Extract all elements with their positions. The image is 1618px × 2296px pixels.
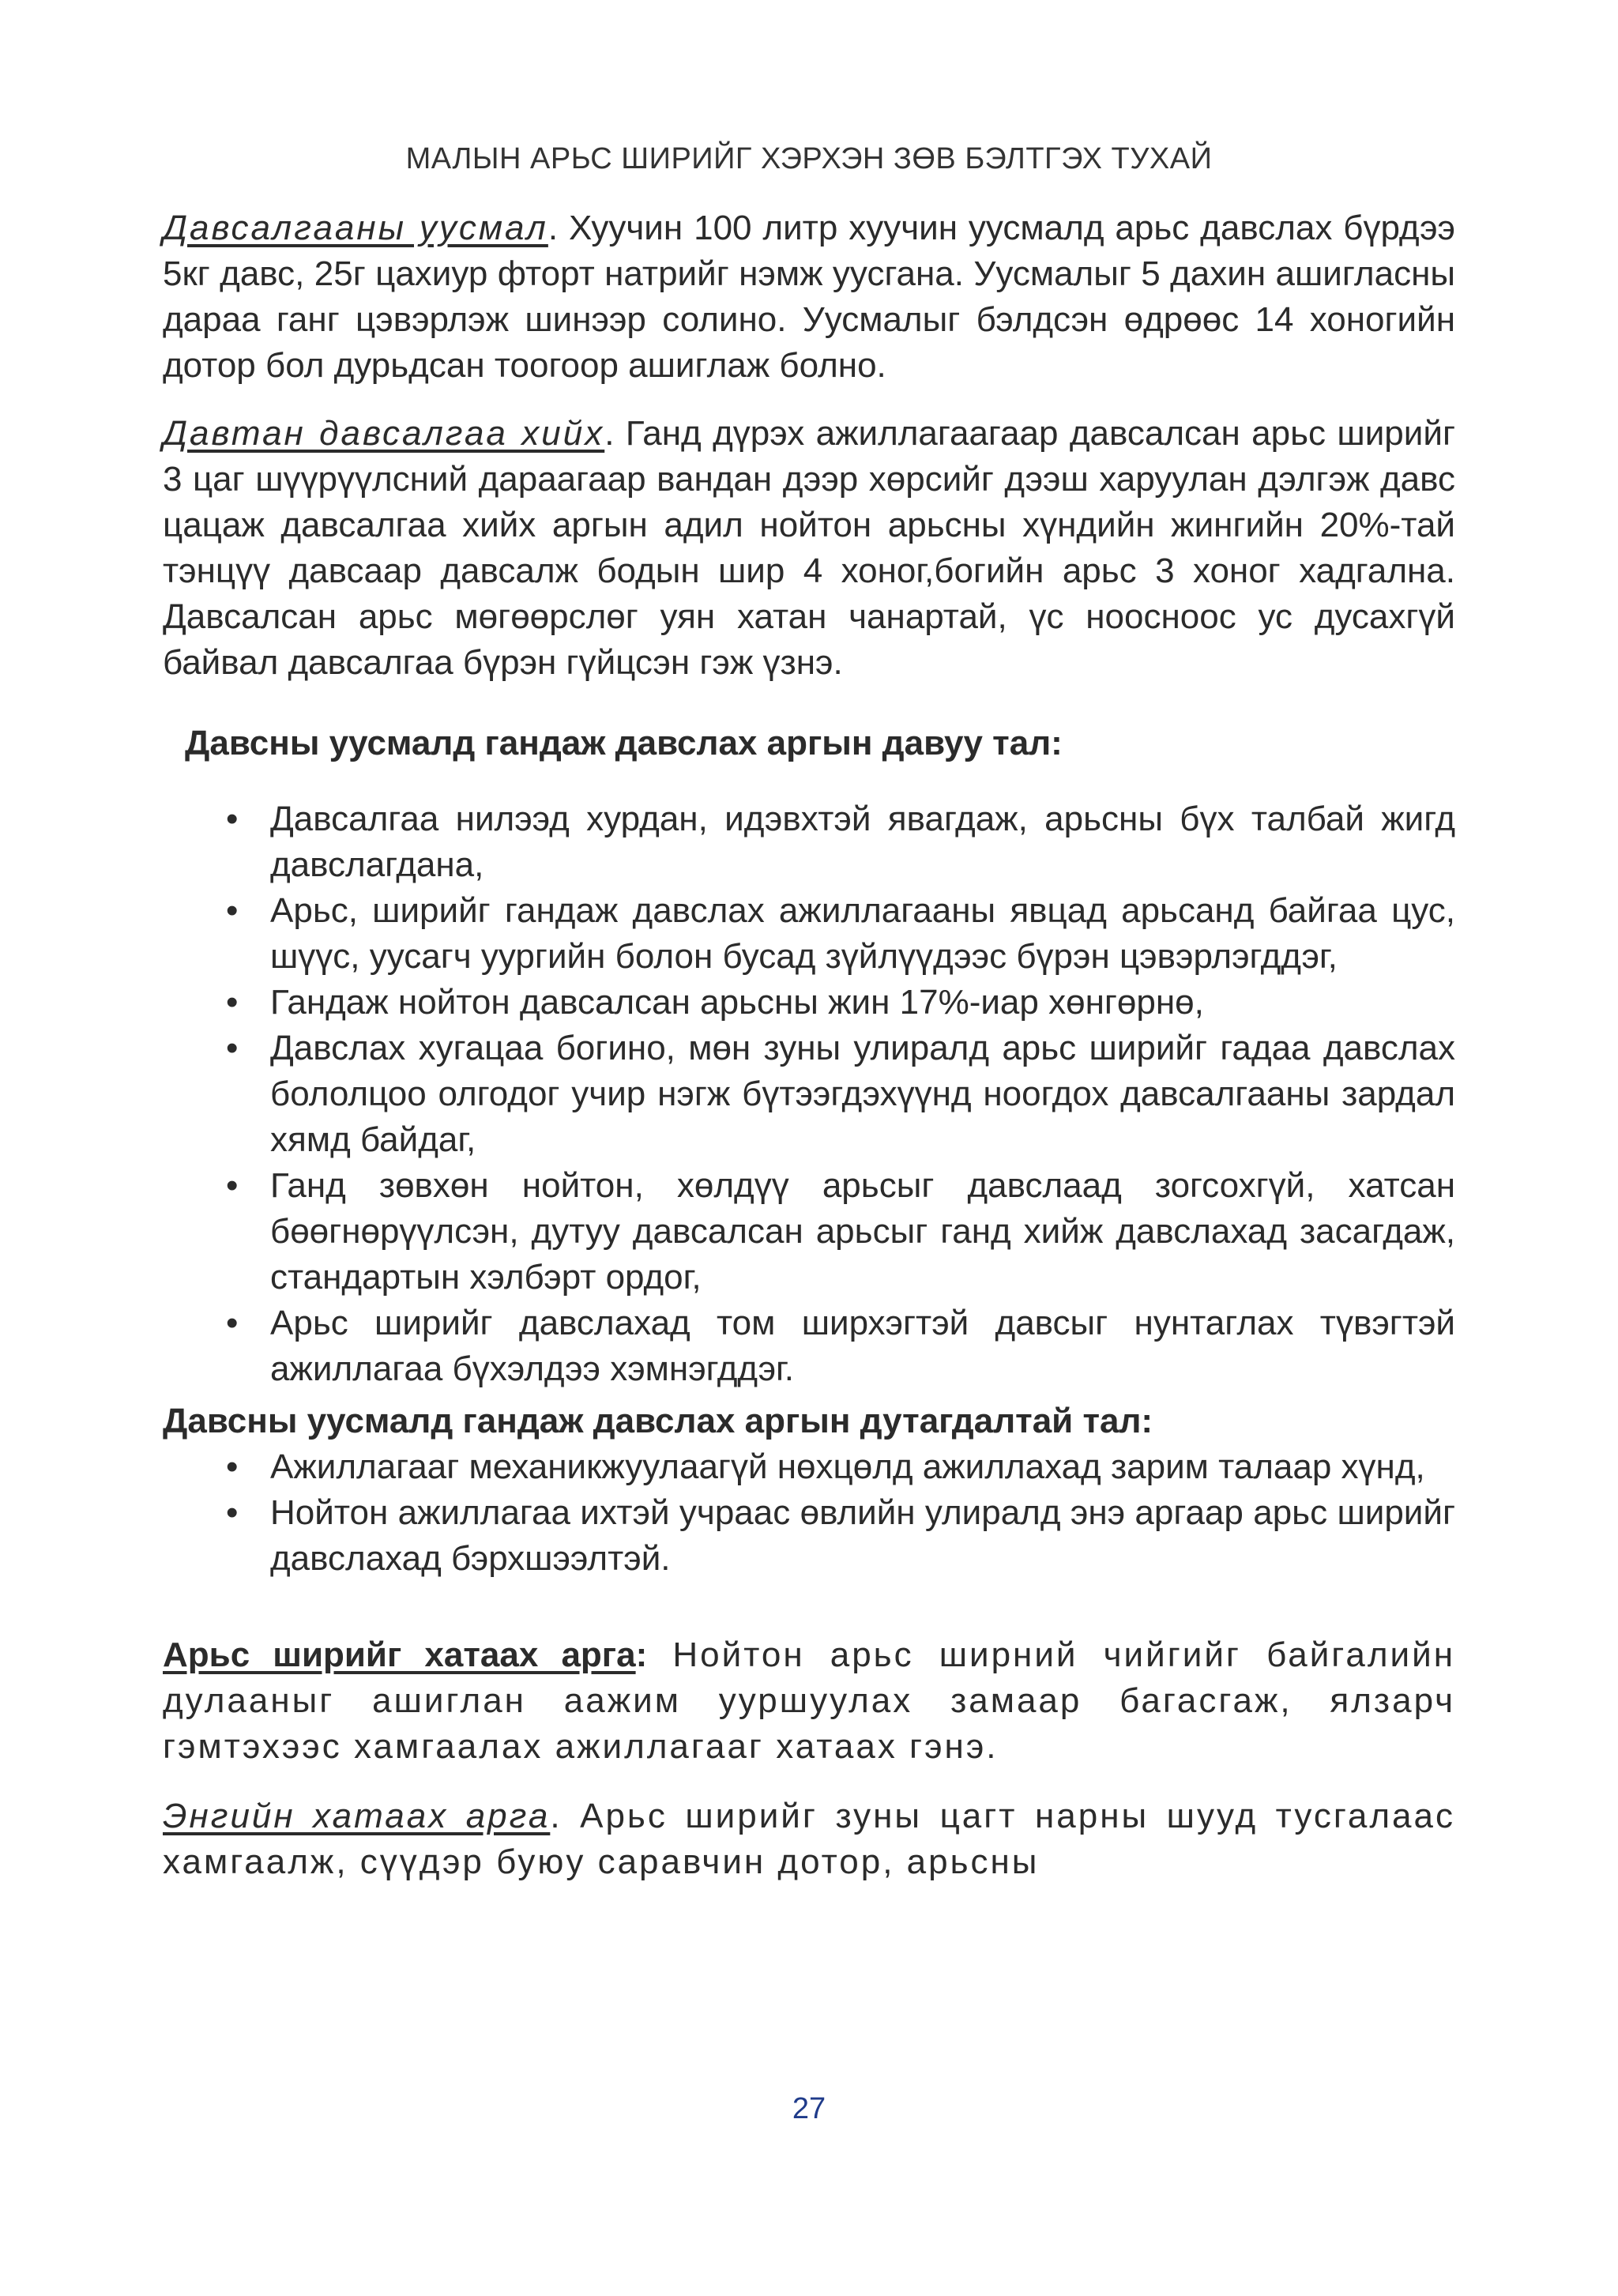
bullet-icon: •	[226, 1304, 239, 1342]
paragraph-lead-punct: .	[550, 1797, 563, 1835]
bullet-icon: •	[226, 1166, 239, 1205]
list-item: • Гандаж нойтон давсалсан арьсны жин 17%-иар хөнгөрнө,	[226, 980, 1455, 1026]
paragraph-text: Хуучин 100 литр хуучин уусмалд арьс давслах бүрдээ 5кг давс, 25г цахиур фторт натрийг нэмж уусгана. Уусмалыг 5 дахин ашигласны дараа ганг цэвэрлэж шинээр солино. Уусмалыг бэлдсэн өдрөөс 14 хоногийн дотор бол дурьдсан тоогоор ашиглаж болно.	[163, 209, 1455, 385]
list-item: • Арьс ширийг давслахад том ширхэгтэй давсыг нунтаглах түвэгтэй ажиллагаа бүхэлдээ хэмнэгддэг.	[226, 1300, 1455, 1392]
paragraph-lead-punct: .	[604, 414, 615, 453]
paragraph-text: Арьс ширийг зуны цагт нарны шууд тусгалаас хамгаалж, сүүдэр буюу саравчин дотор, арьсны	[163, 1797, 1455, 1881]
paragraph-lead-punct: .	[547, 209, 559, 247]
paragraph-drying-method	[163, 1632, 1455, 1770]
bullet-icon: •	[226, 983, 239, 1022]
list-item: • Ажиллагааг механикжуулаагүй нөхцөлд ажиллахад зарим талаар хүнд,	[226, 1444, 1455, 1490]
advantages-list	[163, 796, 1455, 1392]
paragraph-lead: Давсалгааны уусмал	[163, 209, 548, 247]
paragraph-text: Нойтон арьс ширний чийгийг байгалийн дулааныг ашиглан аажим ууршуулах замаар багасгаж, ялзарч гэмтэхээс хамгаалах ажиллагааг хатаах гэнэ.	[163, 1635, 1455, 1766]
bullet-icon: •	[226, 1447, 239, 1486]
disadvantages-list	[163, 1444, 1455, 1582]
advantages-heading: Давсны уусмалд гандаж давслах аргын давуу тал:	[185, 724, 1063, 762]
bullet-icon: •	[226, 1493, 239, 1532]
paragraph-simple-drying	[163, 1794, 1455, 1885]
paragraph-solution	[163, 205, 1455, 389]
paragraph-repeat-salting	[163, 411, 1455, 686]
list-item: • Нойтон ажиллагаа ихтэй учраас өвлийн улиралд энэ аргаар арьс ширийг давслахад бэрхшээлтэй.	[226, 1490, 1455, 1582]
paragraph-lead: Энгийн хатаах арга	[163, 1797, 551, 1835]
list-item: • Давслах хугацаа богино, мөн зуны улиралд арьс ширийг гадаа давслах бололцоо олгодог учир нэгж бүтээгдэхүүнд ноогдох давсалгааны зардал хямд байдаг,	[226, 1026, 1455, 1163]
page-number: 27	[792, 2092, 826, 2125]
paragraph-text: Ганд дүрэх ажиллагаагаар давсалсан арьс ширийг 3 цаг шүүрүүлсний дараагаар вандан дээр хөрсийг дээш харуулан дэлгэж давс цацаж давсалгаа хийх аргын адил нойтон арьсны хүндийн жингийн 20%-тай тэнцүү давсаар давсалж бодын шир 4 хоног,богийн арьс 3 хоног хадгална. Давсалсан арьс мөгөөрслөг уян хатан чанартай, үс ноосноос ус дусахгүй байвал давсалгаа бүрэн гүйцсэн гэж үзнэ.	[163, 414, 1455, 682]
paragraph-lead-punct: :	[635, 1635, 648, 1674]
list-item: • Арьс, ширийг гандаж давслах ажиллагааны явцад арьсанд байгаа цус, шүүс, уусагч уургийн болон бусад зүйлүүдээс бүрэн цэвэрлэгддэг,	[226, 888, 1455, 980]
list-item: • Давсалгаа нилээд хурдан, идэвхтэй явагдаж, арьсны бүх талбай жигд давслагдана,	[226, 796, 1455, 888]
running-header: МАЛЫН АРЬС ШИРИЙГ ХЭРХЭН ЗӨВ БЭЛТГЭХ ТУХАЙ	[405, 142, 1213, 175]
bullet-icon: •	[226, 891, 239, 930]
bullet-icon: •	[226, 1029, 239, 1067]
bullet-icon: •	[226, 800, 239, 838]
paragraph-lead: Давтан давсалгаа хийх	[163, 414, 605, 453]
disadvantages-heading: Давсны уусмалд гандаж давслах аргын дутагдалтай тал:	[163, 1402, 1153, 1440]
list-item: • Ганд зөвхөн нойтон, хөлдүү арьсыг давслаад зогсохгүй, хатсан бөөгнөрүүлсэн, дутуу давсалсан арьсыг ганд хийж давслахад засагдаж, стандартын хэлбэрт ордог,	[226, 1163, 1455, 1300]
paragraph-lead: Арьс ширийг хатаах арга	[163, 1635, 636, 1674]
page-body	[163, 205, 1455, 1885]
